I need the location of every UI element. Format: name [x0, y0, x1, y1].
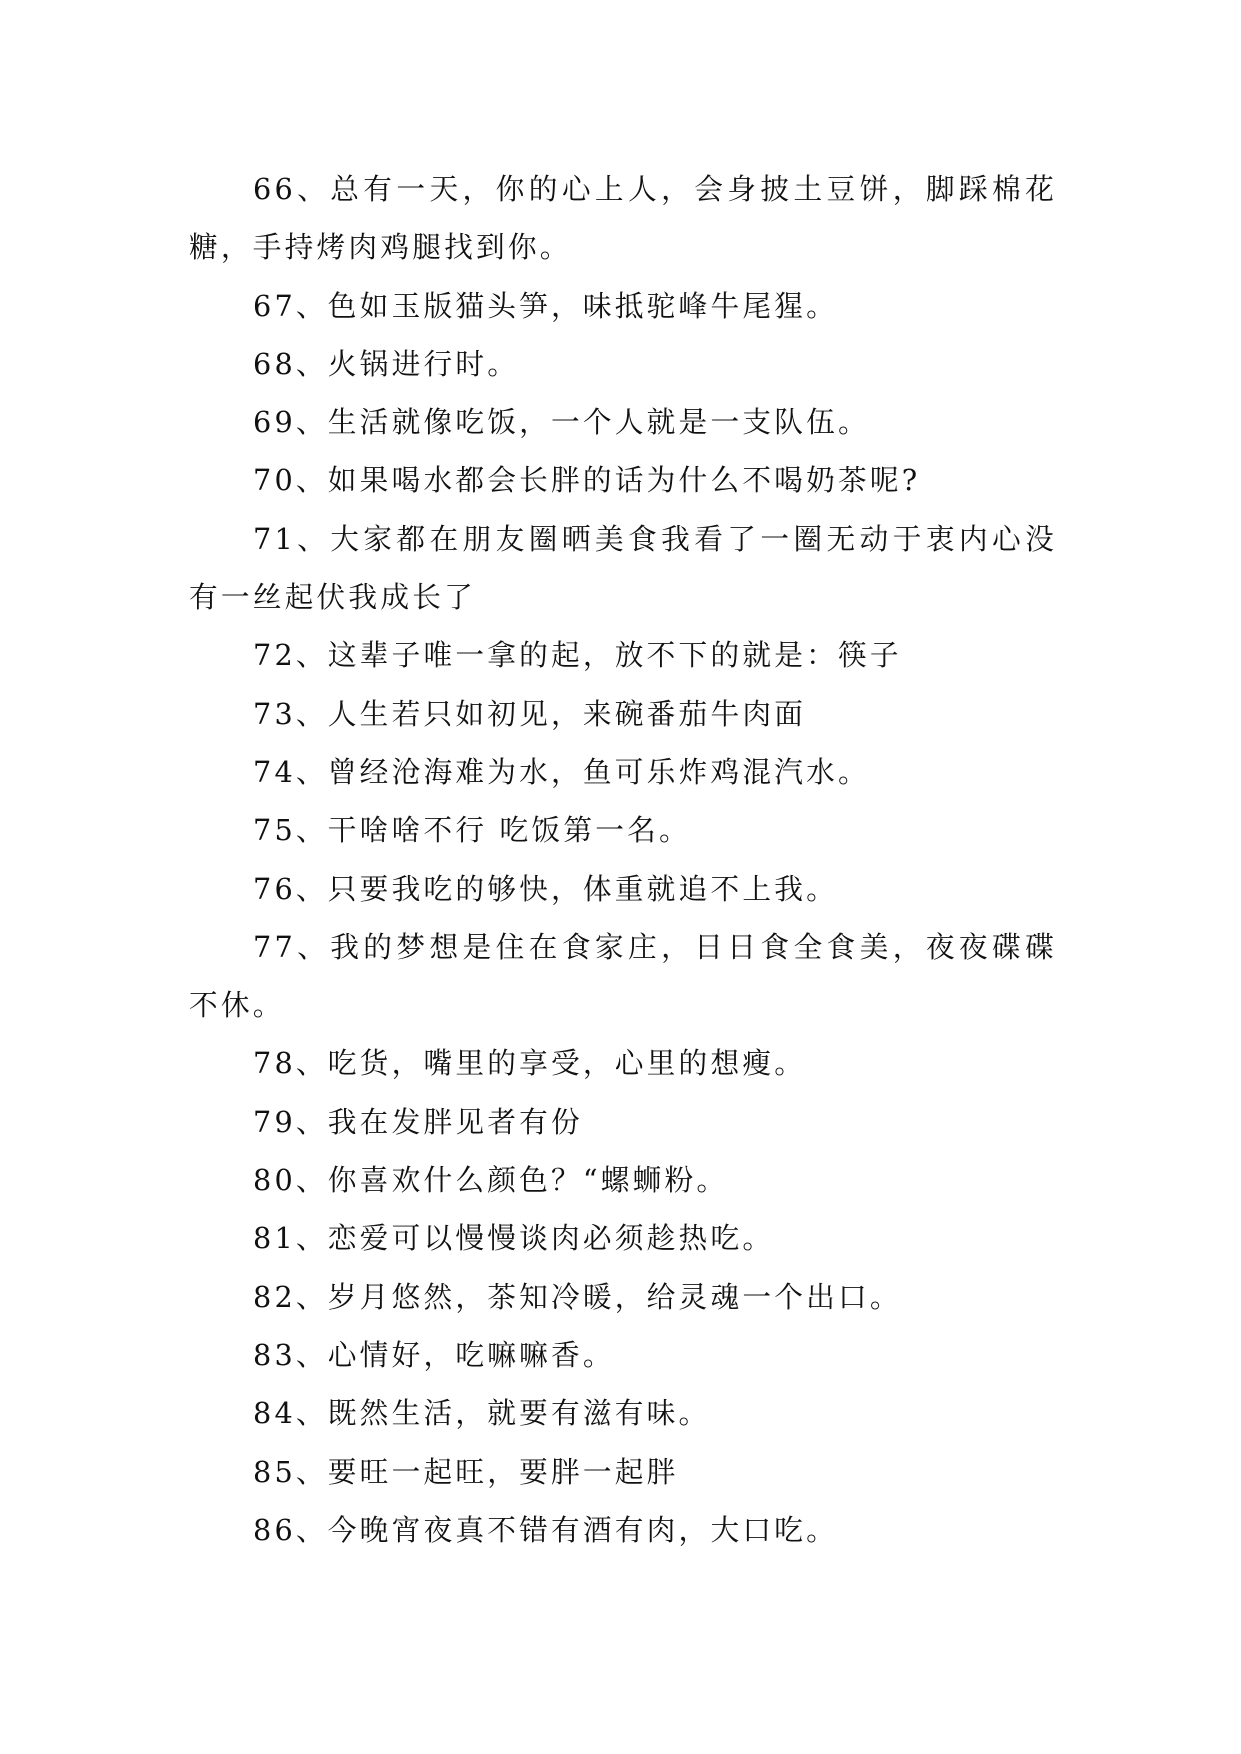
paragraph-79: 79、我在发胖见者有份 — [253, 1104, 583, 1139]
paragraph-82: 82、岁月悠然，茶知冷暖，给灵魂一个出口。 — [253, 1279, 902, 1314]
paragraph-77: 77、我的梦想是住在食家庄，日日食全食美，夜夜碟碟不休。 — [189, 929, 1057, 1023]
paragraph-74: 74、曾经沧海难为水，鱼可乐炸鸡混汽水。 — [253, 754, 870, 789]
paragraph-75: 75、干啥啥不行 吃饭第一名。 — [253, 813, 691, 848]
paragraph-81: 81、恋爱可以慢慢谈肉必须趁热吃。 — [253, 1221, 775, 1256]
paragraph-69: 69、生活就像吃饭，一个人就是一支队伍。 — [253, 405, 870, 440]
paragraph-72: 72、这辈子唯一拿的起，放不下的就是：筷子 — [253, 638, 902, 673]
paragraph-68: 68、火锅进行时。 — [253, 346, 520, 381]
paragraph-71: 71、大家都在朋友圈晒美食我看了一圈无动于衷内心没有一丝起伏我成长了 — [189, 521, 1057, 615]
paragraph-73: 73、人生若只如初见，来碗番茄牛肉面 — [253, 696, 807, 731]
document-body — [189, 160, 1057, 1559]
paragraph-80: 80、你喜欢什么颜色？“螺蛳粉。 — [253, 1163, 729, 1198]
paragraph-76: 76、只要我吃的够快，体重就追不上我。 — [253, 871, 838, 906]
paragraph-84: 84、既然生活，就要有滋有味。 — [253, 1396, 711, 1431]
paragraph-78: 78、吃货，嘴里的享受，心里的想瘦。 — [253, 1046, 807, 1081]
paragraph-67: 67、色如玉版猫头笋，味抵驼峰牛尾猩。 — [253, 288, 838, 323]
paragraph-83: 83、心情好，吃嘛嘛香。 — [253, 1337, 615, 1372]
paragraph-86: 86、今晚宵夜真不错有酒有肉，大口吃。 — [253, 1512, 838, 1547]
paragraph-70: 70、如果喝水都会长胖的话为什么不喝奶茶呢? — [253, 463, 921, 498]
paragraph-85: 85、要旺一起旺，要胖一起胖 — [253, 1454, 679, 1489]
paragraph-66: 66、总有一天，你的心上人，会身披土豆饼，脚踩棉花糖，手持烤肉鸡腿找到你。 — [189, 172, 1057, 265]
